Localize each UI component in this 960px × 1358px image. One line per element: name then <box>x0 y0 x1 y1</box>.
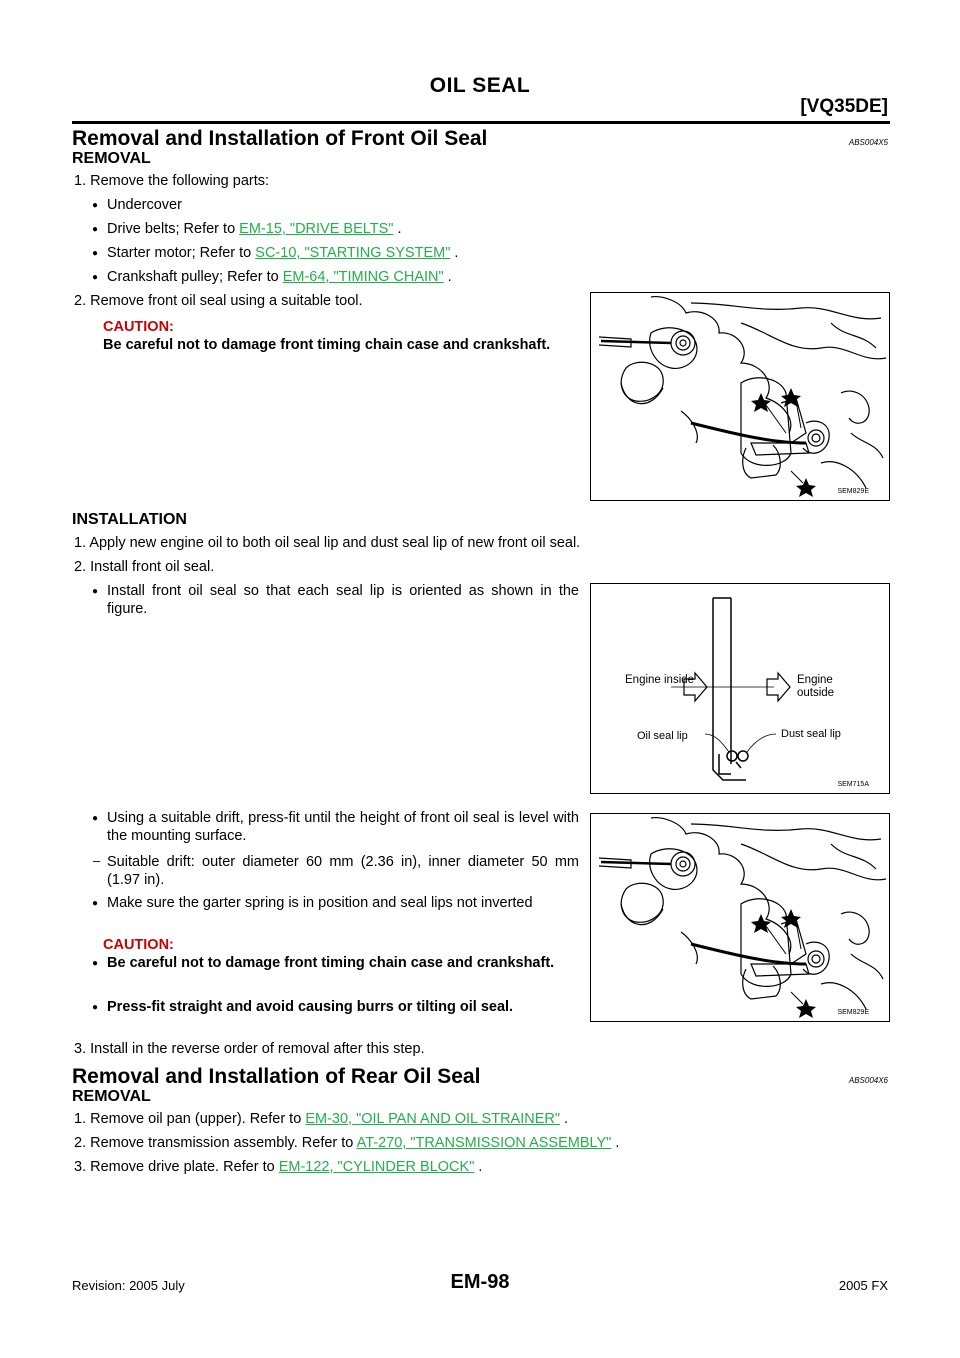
rear-seal-code: ABS004X6 <box>848 1076 888 1085</box>
figure-seal-removal <box>590 292 890 501</box>
page-section-title: OIL SEAL <box>429 74 531 97</box>
front-removal-step2: 2. Remove front oil seal using a suitable tool. <box>74 293 363 309</box>
bullet-icon: ● <box>92 898 99 909</box>
engine-code: [VQ35DE] <box>800 96 888 117</box>
figure-code: SEM829E <box>837 1009 869 1016</box>
figure-code: SEM829E <box>837 488 869 495</box>
engine-installation-illustration <box>591 814 889 1021</box>
label-engine-inside: Engine inside <box>625 674 695 686</box>
front-seal-title: Removal and Installation of Front Oil Seal <box>72 127 488 150</box>
header-divider <box>72 121 890 124</box>
install-step1: 1. Apply new engine oil to both oil seal lip and dust seal lip of new front oil seal. <box>74 535 581 551</box>
label-dust-seal-lip: Dust seal lip <box>781 728 841 740</box>
rear-step1: 1. Remove oil pan (upper). Refer to EM-30, "OIL PAN AND OIL STRAINER" . <box>74 1111 569 1127</box>
link-starting-system[interactable]: SC-10, "STARTING SYSTEM" <box>255 245 451 261</box>
footer-revision: Revision: 2005 July <box>72 1278 185 1293</box>
rear-seal-title: Removal and Installation of Rear Oil Seal <box>72 1065 481 1088</box>
caution-item2: Press-fit straight and avoid causing burrs or tilting oil seal. <box>107 999 514 1015</box>
caution-label: CAUTION: <box>103 319 174 335</box>
bullet-icon: ● <box>92 586 99 597</box>
engine-removal-illustration <box>591 293 889 500</box>
install-dash1: Suitable drift: outer diameter 60 mm (2.36 in), inner diameter 50 mm (1.97 in). <box>107 854 579 888</box>
rear-removal-heading: REMOVAL <box>72 1088 151 1105</box>
link-timing-chain[interactable]: EM-64, "TIMING CHAIN" <box>282 269 444 285</box>
figure-seal-installation <box>590 813 890 1022</box>
install-bullet3: Make sure the garter spring is in position and seal lips not inverted <box>107 895 533 911</box>
install-bullet2: Using a suitable drift, press-fit until the height of front oil seal is level with the mounting surface. <box>107 810 579 844</box>
install-bullet1: Install front oil seal so that each seal lip is oriented as shown in the figure. <box>107 583 579 617</box>
front-installation-heading: INSTALLATION <box>72 511 187 528</box>
bullet-icon: ● <box>92 248 99 259</box>
install-step2: 2. Install front oil seal. <box>74 559 215 575</box>
dash-icon: – <box>93 853 101 868</box>
rear-step3: 3. Remove drive plate. Refer to EM-122, "CYLINDER BLOCK" . <box>74 1159 483 1175</box>
bullet-icon: ● <box>92 1002 99 1013</box>
link-drive-belts[interactable]: EM-15, "DRIVE BELTS" <box>239 221 394 237</box>
footer-model: 2005 FX <box>838 1278 888 1293</box>
item-undercover: Undercover <box>107 197 182 213</box>
caution-item1: Be careful not to damage front timing chain case and crankshaft. <box>107 955 555 971</box>
front-removal-step1: 1. Remove the following parts: <box>74 173 270 189</box>
figure-code: SEM715A <box>837 781 869 788</box>
bullet-icon: ● <box>92 813 99 824</box>
link-cylinder-block[interactable]: EM-122, "CYLINDER BLOCK" <box>278 1159 475 1175</box>
front-removal-heading: REMOVAL <box>72 150 151 167</box>
caution-label: CAUTION: <box>103 937 174 953</box>
bullet-icon: ● <box>92 272 99 283</box>
page-number: EM-98 <box>450 1271 510 1293</box>
bullet-icon: ● <box>92 224 99 235</box>
caution-text: Be careful not to damage front timing chain case and crankshaft. <box>103 337 551 353</box>
item-crankshaft-pulley: Crankshaft pulley; Refer to EM-64, "TIMING CHAIN" . <box>107 269 452 285</box>
rear-step2: 2. Remove transmission assembly. Refer to AT-270, "TRANSMISSION ASSEMBLY" . <box>74 1135 620 1151</box>
bullet-icon: ● <box>92 958 99 969</box>
link-transmission-assembly[interactable]: AT-270, "TRANSMISSION ASSEMBLY" <box>356 1135 612 1151</box>
bullet-icon: ● <box>92 200 99 211</box>
label-oil-seal-lip: Oil seal lip <box>637 730 688 742</box>
front-seal-code: ABS004X5 <box>848 138 888 147</box>
link-oil-pan[interactable]: EM-30, "OIL PAN AND OIL STRAINER" <box>305 1111 561 1127</box>
figure-seal-orientation <box>590 583 890 794</box>
item-starter-motor: Starter motor; Refer to SC-10, "STARTING SYSTEM" . <box>107 245 459 261</box>
install-step3: 3. Install in the reverse order of removal after this step. <box>74 1041 425 1057</box>
label-engine-outside: Engine outside <box>797 674 835 699</box>
item-drive-belts: Drive belts; Refer to EM-15, "DRIVE BELTS" . <box>107 221 402 237</box>
